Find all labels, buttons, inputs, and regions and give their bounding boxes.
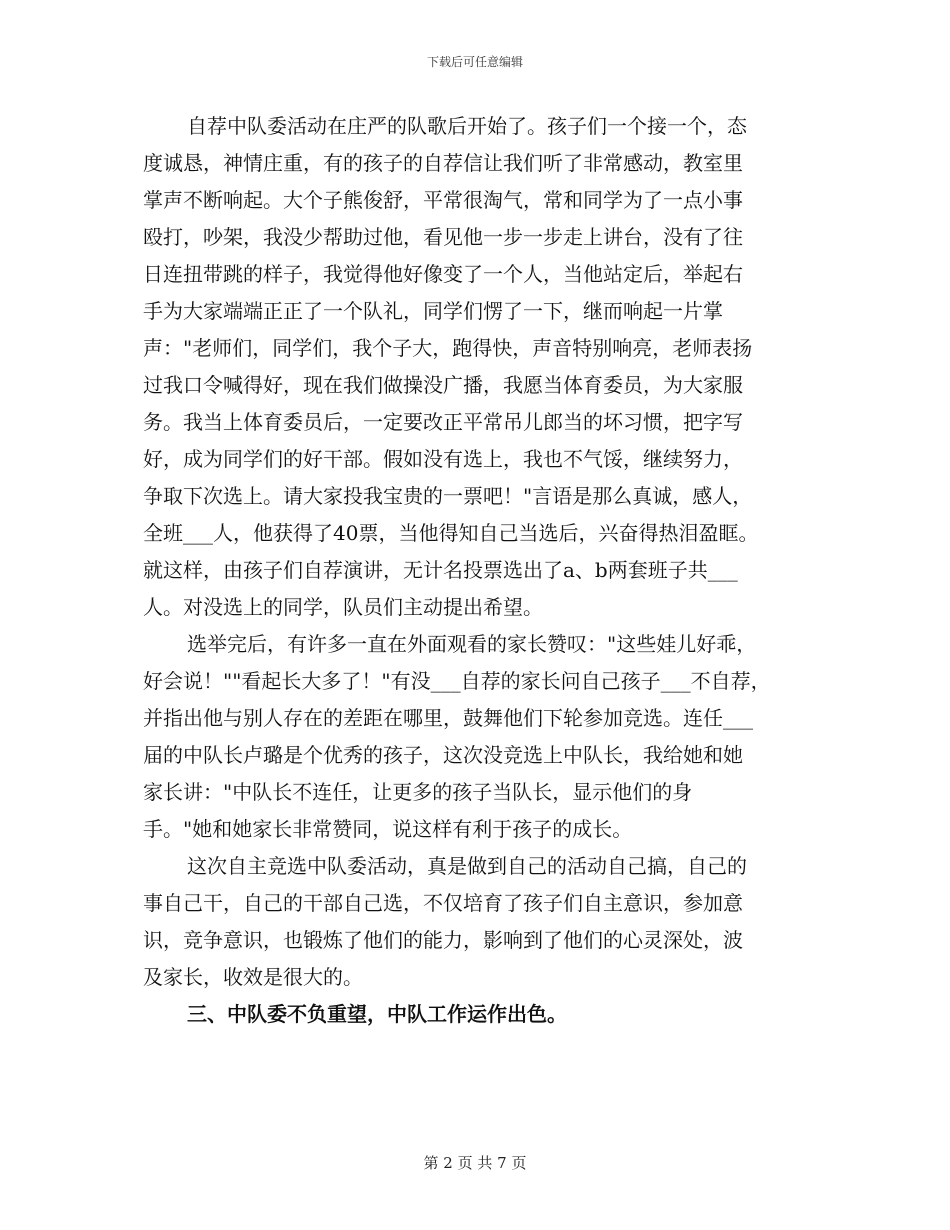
paragraph-line: 手。"她和她家长非常赞同，说这样有利于孩子的成长。 [143, 817, 633, 841]
paragraph-line: 并指出他与别人存在的差距在哪里，鼓舞他们下轮参加竞选。连任___ [143, 706, 753, 730]
paragraph-line: 人。对没选上的同学，队员们主动提出希望。 [143, 595, 543, 619]
paragraph-line: 度诚恳，神情庄重，有的孩子的自荐信让我们听了非常感动，教室里 [143, 151, 743, 175]
paragraph-line: 掌声不断响起。大个子熊俊舒，平常很淘气，常和同学为了一点小事 [143, 188, 743, 212]
paragraph-line: 选举完后，有许多一直在外面观看的家长赞叹："这些娃儿好乖， [187, 632, 757, 656]
paragraph-line: 自荐中队委活动在庄严的队歌后开始了。孩子们一个接一个，态 [187, 114, 747, 138]
paragraph-line: 好会说！""看起长大多了！"有没___自荐的家长问自己孩子___不自荐， [143, 669, 771, 693]
paragraph-line: 这次自主竞选中队委活动，真是做到自己的活动自己搞，自己的 [187, 854, 747, 878]
paragraph-line: 过我口令喊得好，现在我们做操没广播，我愿当体育委员，为大家服 [143, 373, 743, 397]
paragraph-line: 务。我当上体育委员后，一定要改正平常吊儿郎当的坏习惯，把字写 [143, 410, 743, 434]
paragraph-line: 事自己干，自己的干部自己选，不仅培育了孩子们自主意识，参加意 [143, 891, 743, 915]
paragraph-line: 全班___人，他获得了40票，当他得知自己当选后，兴奋得热泪盈眶。 [143, 521, 759, 545]
paragraph-line: 手为大家端端正正了一个队礼，同学们愣了一下，继而响起一片掌 [143, 299, 723, 323]
paragraph-line: 识，竞争意识，也锻炼了他们的能力，影响到了他们的心灵深处，波 [143, 928, 743, 952]
page-number: 第 2 页 共 7 页 [423, 1154, 527, 1172]
paragraph-line: 日连扭带跳的样子，我觉得他好像变了一个人，当他站定后，举起右 [143, 262, 743, 286]
paragraph-line: 家长讲："中队长不连任，让更多的孩子当队长，显示他们的身 [143, 780, 693, 804]
paragraph-line: 届的中队长卢璐是个优秀的孩子，这次没竞选上中队长，我给她和她 [143, 743, 743, 767]
paragraph-line: 争取下次选上。请大家投我宝贵的一票吧！"言语是那么真诚，感人， [143, 484, 753, 508]
page-header: 下载后可任意编辑 [426, 55, 523, 69]
paragraph-line: 及家长，收效是很大的。 [143, 965, 363, 989]
paragraph-line: 好，成为同学们的好干部。假如没有选上，我也不气馁，继续努力， [143, 447, 743, 471]
paragraph-line: 声："老师们，同学们，我个子大，跑得快，声音特别响亮，老师表扬 [143, 336, 753, 360]
paragraph-line: 就这样，由孩子们自荐演讲，无计名投票选出了a、b两套班子共___ [143, 558, 738, 582]
section-heading: 三、中队委不负重望，中队工作运作出色。 [187, 1002, 567, 1026]
document-body [143, 108, 819, 1033]
paragraph-line: 殴打，吵架，我没少帮助过他，看见他一步一步走上讲台，没有了往 [143, 225, 743, 249]
